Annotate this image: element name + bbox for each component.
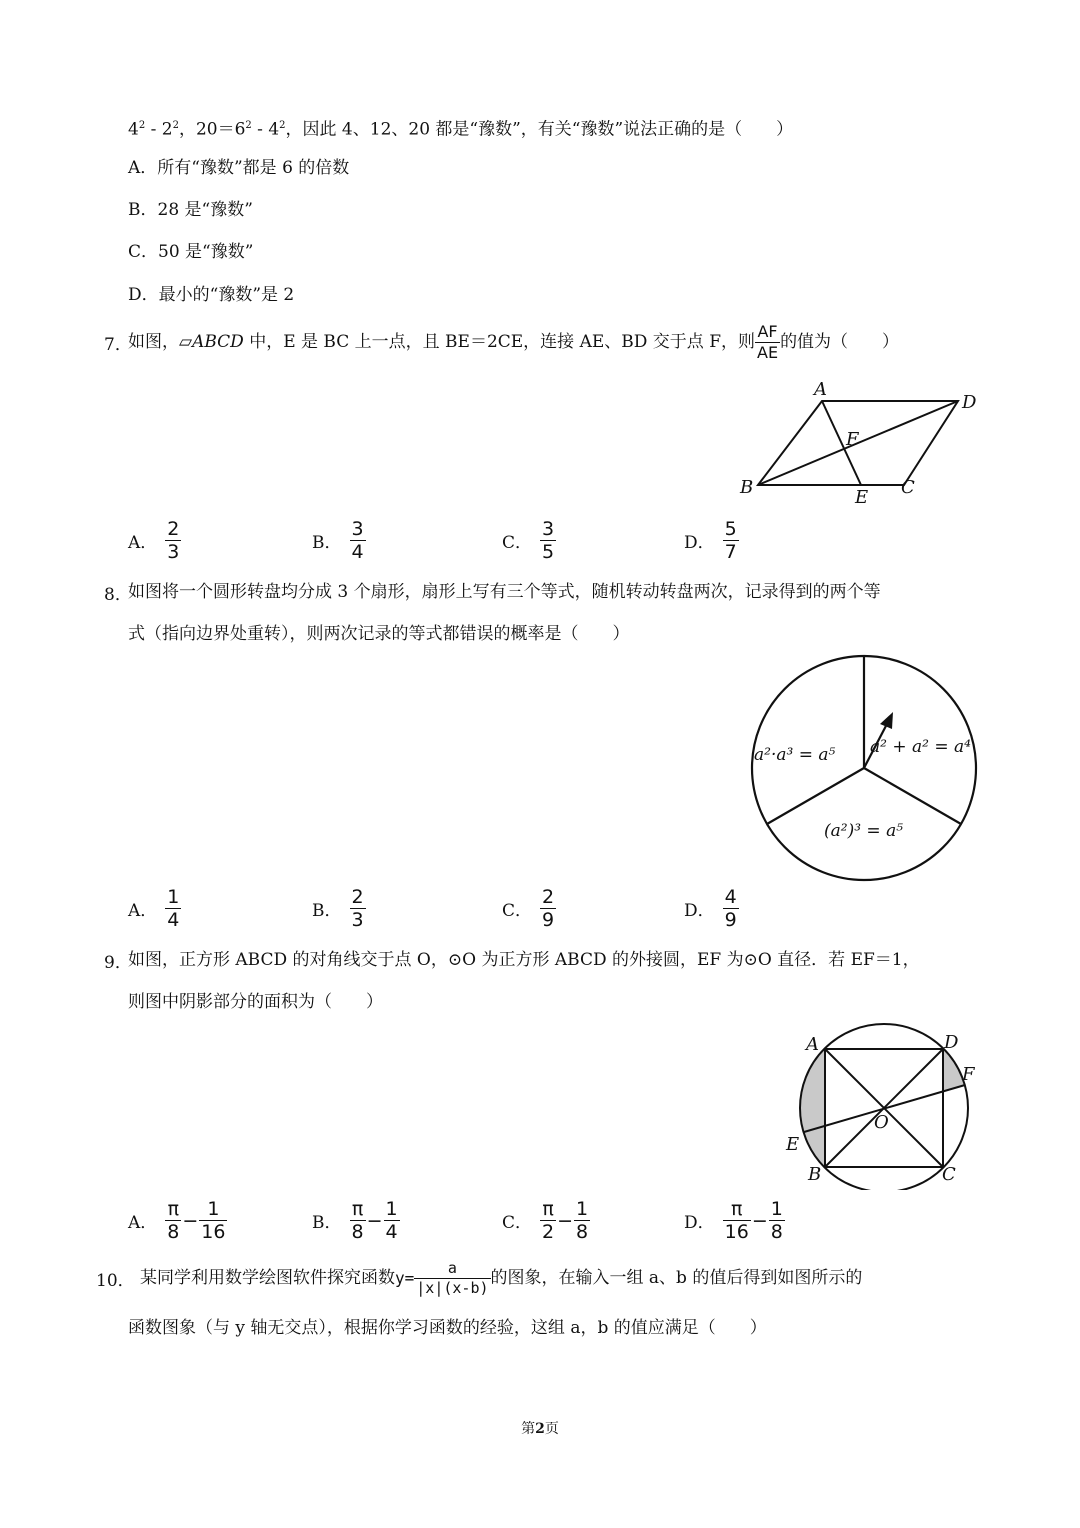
q10-stem-part: 某同学利用数学绘图软件探究函数 <box>140 1268 395 1288</box>
label-o: O <box>874 1112 889 1133</box>
label-f: F <box>962 1064 975 1085</box>
option-label: C． <box>502 901 533 921</box>
q7-option-c[interactable] <box>502 518 556 563</box>
sector-boundary <box>864 768 961 824</box>
option-label: C． <box>502 533 533 553</box>
option-label: D． <box>684 901 715 921</box>
option-fraction <box>723 518 739 563</box>
option-label: D． <box>684 1213 715 1233</box>
minus-sign: − <box>751 1209 768 1232</box>
fraction-denominator: 9 <box>724 909 737 931</box>
q6-stem-part: - 2 <box>145 119 173 140</box>
q6-option-d[interactable] <box>128 283 294 307</box>
exponent: 2 <box>172 120 179 131</box>
q6-option-a[interactable] <box>128 156 349 180</box>
function-y: y= <box>395 1268 415 1288</box>
q6-option-c[interactable] <box>128 240 253 264</box>
fraction-numerator: 1 <box>199 1198 227 1221</box>
fraction-denominator: 8 <box>167 1221 180 1243</box>
exponent: 2 <box>279 120 286 131</box>
q8-option-d[interactable] <box>684 886 739 931</box>
q7-ratio-fraction <box>755 322 780 363</box>
fraction-numerator: 1 <box>385 1198 398 1220</box>
q9-option-b[interactable] <box>312 1198 400 1243</box>
q10-stem-part: 的图象，在输入一组 a、b 的值后得到如图所示的 <box>490 1268 863 1288</box>
option-label: A． <box>128 533 158 553</box>
fraction-numerator: π <box>540 1198 556 1221</box>
q8-option-a[interactable] <box>128 886 181 931</box>
option-fraction <box>165 518 181 563</box>
q9-option-a[interactable] <box>128 1198 227 1243</box>
page-number: 2 <box>535 1421 545 1437</box>
sector-right-equation: a² + a² = a⁴ <box>870 737 971 757</box>
fraction-numerator: π <box>350 1198 366 1221</box>
option-label: C． <box>502 1213 533 1233</box>
function-fraction <box>414 1259 490 1298</box>
fraction-numerator: 5 <box>724 518 737 540</box>
shaded-region-left <box>801 1049 825 1167</box>
fraction-denominator: 2 <box>542 1221 555 1243</box>
q10-stem-line-2: 函数图象（与 y 轴无交点），根据你学习函数的经验，这组 a，b 的值应满足（ ） <box>128 1318 767 1338</box>
sector-boundary <box>767 768 864 824</box>
fraction-denominator: 5 <box>542 541 555 563</box>
exponent: 2 <box>245 120 252 131</box>
q6-stem-part: 4 <box>128 119 139 140</box>
option-fraction <box>574 1198 590 1243</box>
option-fraction-pi <box>350 1198 366 1243</box>
fraction-numerator: 2 <box>167 518 180 540</box>
label-e: E <box>855 487 869 508</box>
fraction-numerator: 1 <box>770 1198 783 1220</box>
fraction-denominator: 8 <box>351 1221 364 1243</box>
label-c: C <box>942 1164 956 1185</box>
q6-stem-part: - 4 <box>251 119 280 140</box>
q8-number: 8． <box>104 585 132 605</box>
option-text: 50 是“豫数” <box>158 242 254 262</box>
fraction-numerator: 3 <box>542 518 555 540</box>
q7-number: 7． <box>104 335 132 355</box>
q7-stem-part: 的值为（ ） <box>780 332 900 352</box>
page-footer <box>0 1418 1080 1438</box>
option-fraction <box>350 518 366 563</box>
fraction-numerator: AF <box>755 322 780 343</box>
q7-option-d[interactable] <box>684 518 739 563</box>
label-a: A <box>806 1034 819 1055</box>
q8-option-b[interactable] <box>312 886 366 931</box>
option-fraction-pi <box>723 1198 751 1243</box>
option-label: A． <box>128 1213 158 1233</box>
option-fraction <box>199 1198 227 1243</box>
option-fraction <box>769 1198 785 1243</box>
label-a: A <box>814 379 827 400</box>
option-label: B． <box>128 200 158 220</box>
footer-suffix: 页 <box>544 1421 559 1437</box>
fraction-numerator: 3 <box>351 518 364 540</box>
fraction-denominator: 4 <box>167 909 180 931</box>
option-fraction <box>384 1198 400 1243</box>
q7-stem <box>128 318 899 366</box>
q8-stem-line-2: 式（指向边界处重转），则两次记录的等式都错误的概率是（ ） <box>128 624 630 644</box>
fraction-numerator: 2 <box>542 886 555 908</box>
label-f: F <box>846 429 859 450</box>
option-fraction <box>165 886 181 931</box>
q7-stem-part: 如图， <box>128 332 179 352</box>
fraction-numerator: 4 <box>724 886 737 908</box>
fraction-denominator: 7 <box>724 541 737 563</box>
q7-parallelogram-figure <box>730 375 990 510</box>
q9-circle-square-figure <box>776 1022 986 1190</box>
label-d: D <box>962 392 977 413</box>
fraction-denominator: 8 <box>576 1221 589 1243</box>
arrow-head-icon <box>880 712 893 729</box>
option-label: D． <box>128 285 159 305</box>
fraction-numerator: 1 <box>167 886 180 908</box>
q10-stem-line-1 <box>140 1256 862 1301</box>
option-fraction <box>350 886 366 931</box>
label-e: E <box>786 1134 800 1155</box>
option-label: A． <box>128 158 158 178</box>
minus-sign: − <box>557 1209 574 1232</box>
q9-stem-line-1: 如图，正方形 ABCD 的对角线交于点 O，⊙O 为正方形 ABCD 的外接圆，EF 为⊙O 直径．若 EF＝1， <box>128 950 920 970</box>
q6-stem-line <box>128 114 793 142</box>
fraction-denominator: 3 <box>351 909 364 931</box>
fraction-denominator: AE <box>757 343 779 362</box>
minus-sign: − <box>366 1209 383 1232</box>
option-fraction <box>540 886 556 931</box>
option-text: 28 是“豫数” <box>157 200 253 220</box>
label-b: B <box>808 1164 822 1185</box>
parallelogram-symbol: ▱ABCD <box>179 332 244 352</box>
q6-option-b[interactable] <box>128 198 253 222</box>
option-label: B． <box>312 1213 342 1233</box>
q7-option-a[interactable] <box>128 518 181 563</box>
q6-stem-part: ，因此 4、12、20 都是“豫数”，有关“豫数”说法正确的是（ ） <box>285 119 794 140</box>
q8-stem-line-1: 如图将一个圆形转盘均分成 3 个扇形，扇形上写有三个等式，随机转动转盘两次，记录得到的两个等 <box>128 582 881 602</box>
minus-sign: − <box>182 1209 199 1232</box>
q7-stem-part: 中，E 是 BC 上一点，且 BE＝2CE，连接 AE、BD 交于点 F，则 <box>243 332 755 352</box>
option-label: D． <box>684 533 715 553</box>
fraction-denominator: 16 <box>724 1221 749 1243</box>
fraction-denominator: 3 <box>167 541 180 563</box>
q6-stem-part: ，20＝6 <box>178 119 246 140</box>
footer-prefix: 第 <box>521 1421 536 1437</box>
q7-option-b[interactable] <box>312 518 366 563</box>
exponent: 2 <box>138 120 146 131</box>
q9-stem-line-2: 则图中阴影部分的面积为（ ） <box>128 992 383 1012</box>
option-label: A． <box>128 901 158 921</box>
option-fraction-pi <box>540 1198 556 1243</box>
option-label: B． <box>312 901 342 921</box>
q8-spinner-figure <box>748 652 984 888</box>
fraction-numerator: a <box>414 1259 490 1279</box>
sector-left-equation: a²·a³ = a⁵ <box>754 745 836 765</box>
fraction-numerator: π <box>165 1198 181 1221</box>
label-b: B <box>740 477 754 498</box>
fraction-denominator: 16 <box>201 1221 226 1243</box>
q8-option-c[interactable] <box>502 886 556 931</box>
fraction-numerator: π <box>723 1198 751 1221</box>
fraction-denominator: |x|(x-b) <box>416 1279 489 1297</box>
option-label: B． <box>312 533 342 553</box>
label-c: C <box>901 477 915 498</box>
option-fraction <box>540 518 556 563</box>
sector-bottom-equation: (a²)³ = a⁵ <box>824 821 904 841</box>
fraction-numerator: 1 <box>576 1198 589 1220</box>
fraction-denominator: 4 <box>385 1221 398 1243</box>
fraction-denominator: 4 <box>351 541 364 563</box>
q10-number: 10． <box>96 1271 135 1291</box>
fraction-denominator: 8 <box>770 1221 783 1243</box>
option-label: C． <box>128 242 159 262</box>
fraction-numerator: 2 <box>351 886 364 908</box>
option-text: 所有“豫数”都是 6 的倍数 <box>157 158 350 178</box>
option-fraction <box>723 886 739 931</box>
option-fraction-pi <box>165 1198 181 1243</box>
q9-number: 9． <box>104 953 132 973</box>
q9-option-c[interactable] <box>502 1198 590 1243</box>
label-d: D <box>944 1032 959 1053</box>
q9-option-d[interactable] <box>684 1198 785 1243</box>
option-text: 最小的“豫数”是 2 <box>158 285 295 305</box>
fraction-denominator: 9 <box>542 909 555 931</box>
